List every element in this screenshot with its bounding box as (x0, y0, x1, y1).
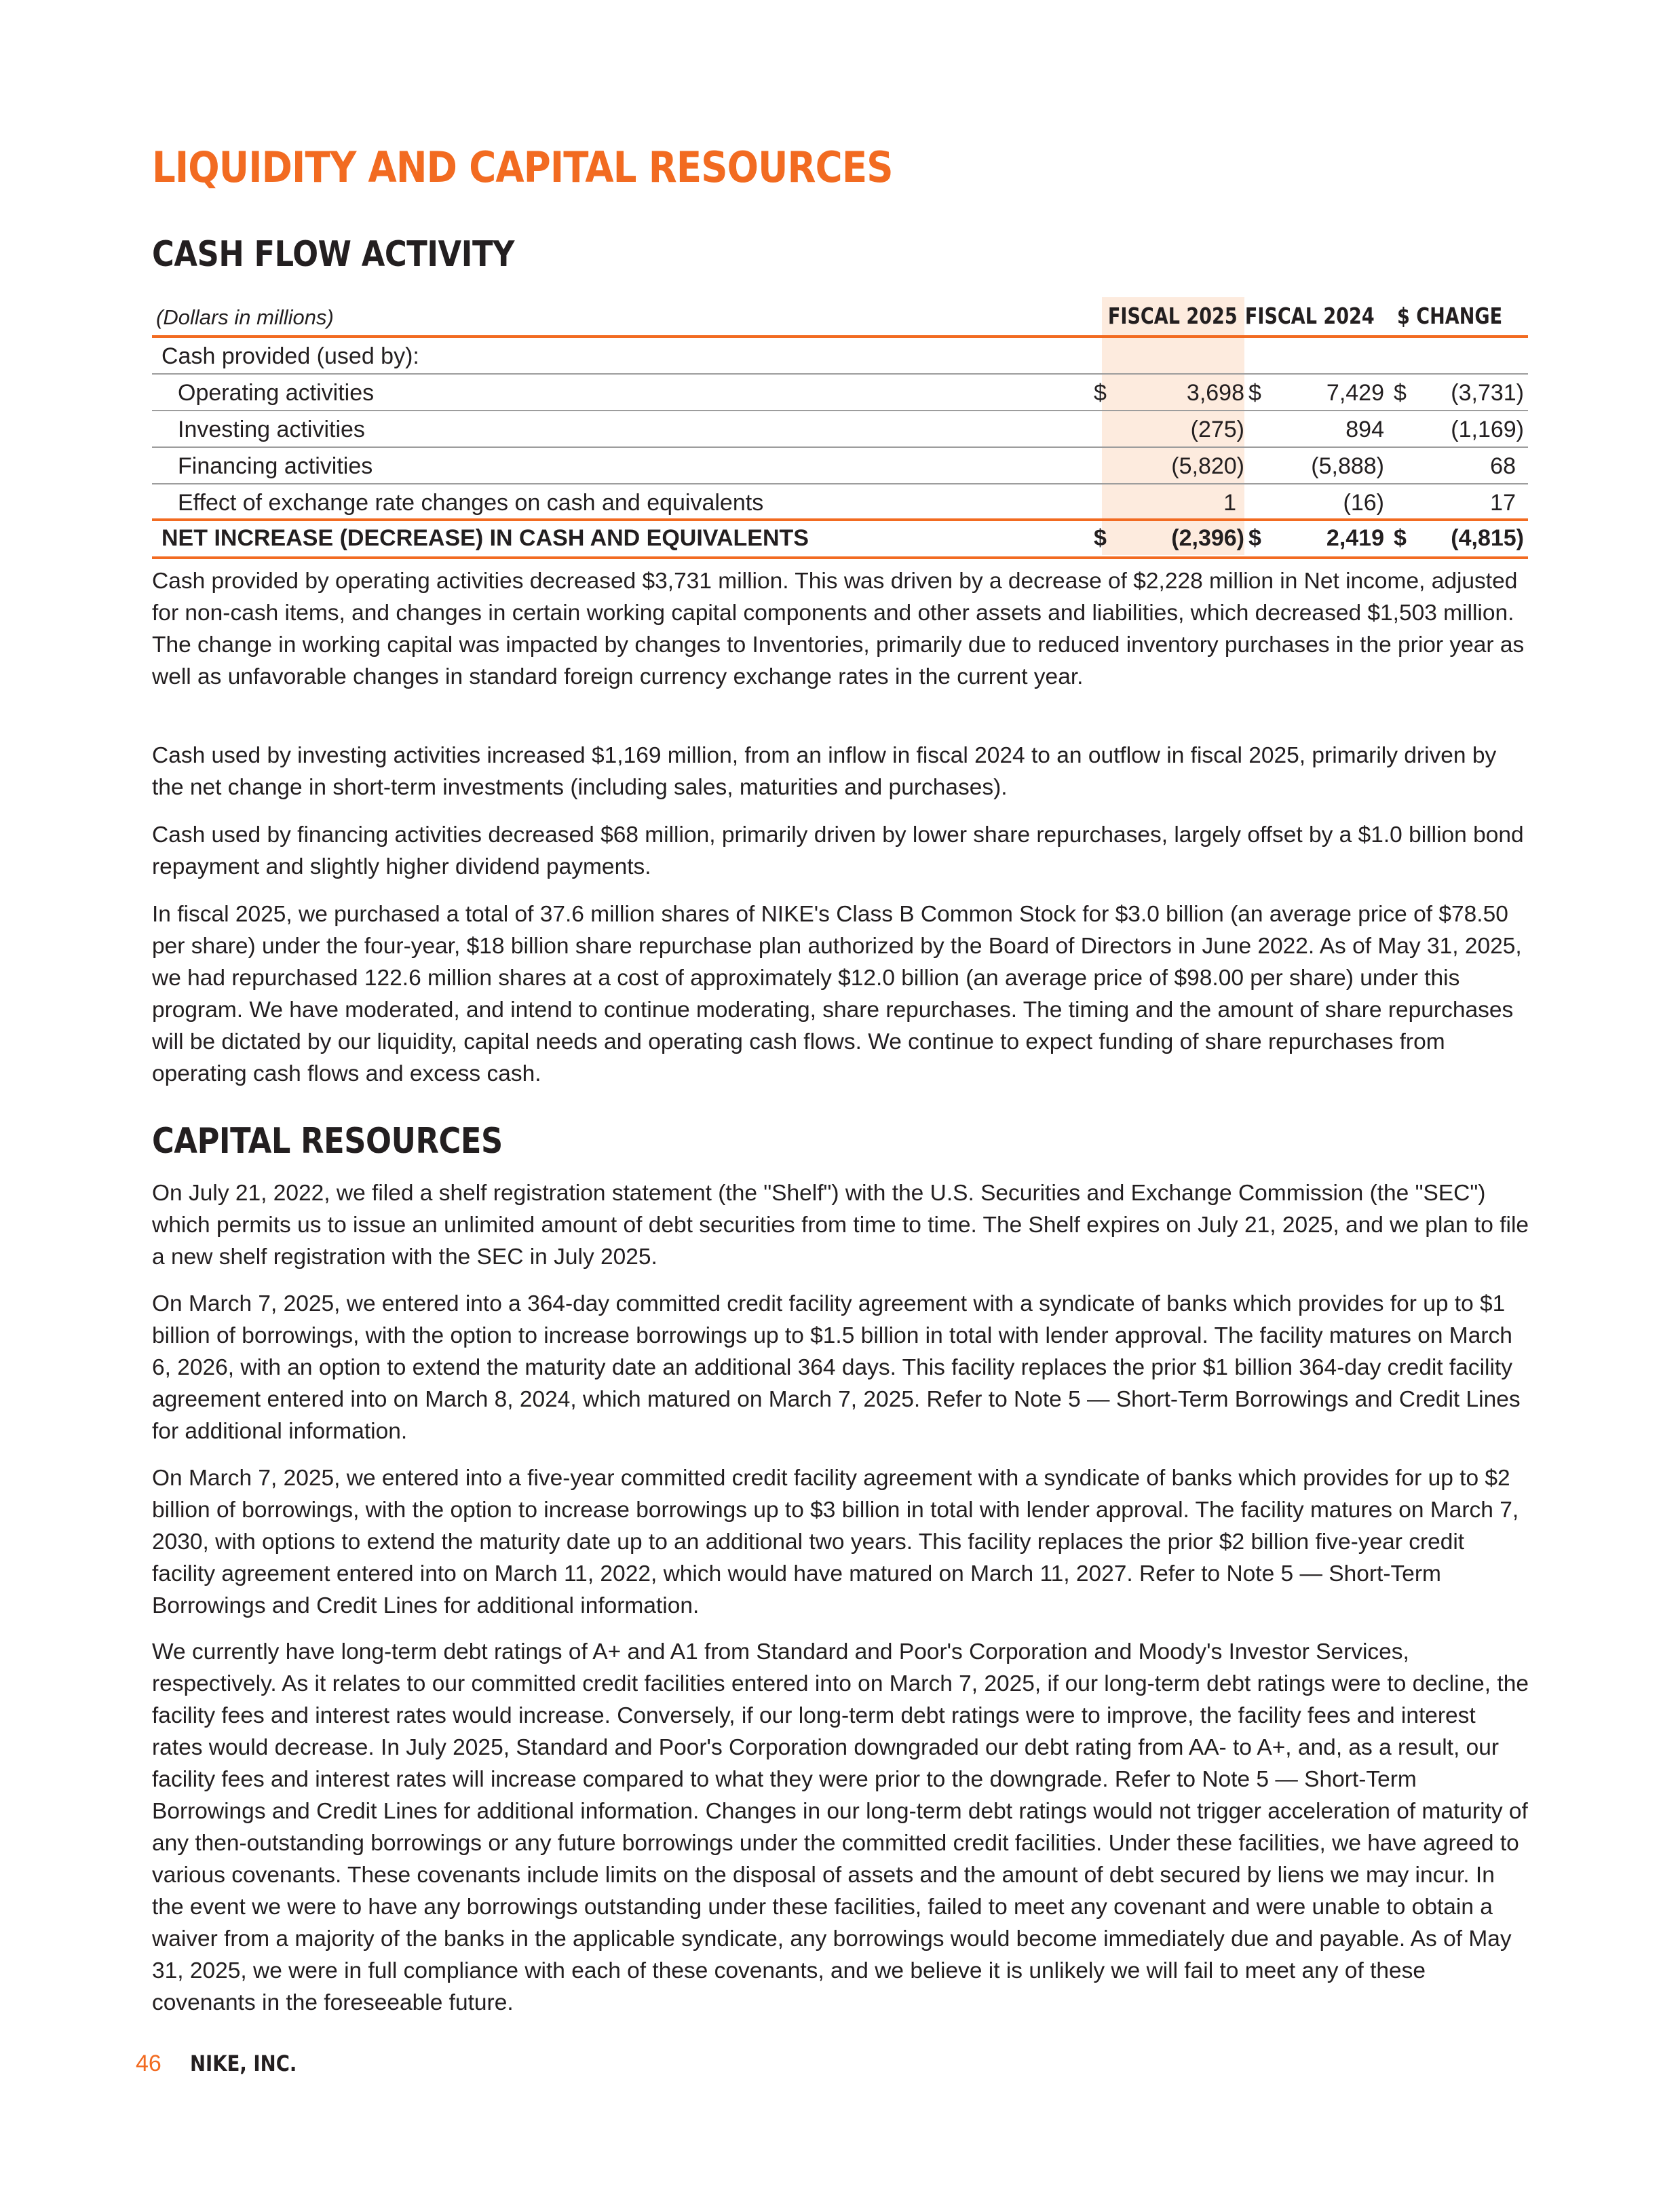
change-value: 17 (1490, 490, 1516, 516)
fiscal-2024-value: (16) (1343, 490, 1384, 516)
fiscal-2025-value: 1 (1223, 490, 1236, 516)
fiscal-2025-total: (2,396) (1171, 525, 1244, 551)
paragraph-share-repurchases: In fiscal 2025, we purchased a total of 37.6 million shares of NIKE's Class B Common Stock for $3.0 billion (an average price of $78.50 per share) under the four-year, $18 billion share repurchase plan authorized by the Board of Directors in June 2022. As of May 31, 2025, we had repurchased 122.6 million shares at a cost of approximately $12.0 billion (an average price of $98.00 per share) under this program. We have moderated, and intend to continue moderating, share repurchases. The timing and the amount of share repurchases will be dictated by our liquidity, capital needs and operating cash flows. We continue to expect funding of share repurchases from operating cash flows and excess cash. (152, 902, 1522, 1086)
change-value: (1,169) (1451, 417, 1524, 442)
fiscal-2024-total: 2,419 (1326, 525, 1384, 551)
table-row (152, 338, 1528, 375)
page-footer (136, 2051, 314, 2077)
fiscal-2025-value: 3,698 (1186, 380, 1244, 406)
units-note: (Dollars in millions) (156, 305, 334, 329)
change-value: (3,731) (1451, 380, 1524, 406)
change-value: 68 (1490, 453, 1516, 479)
paragraph-debt-ratings: We currently have long-term debt ratings of A+ and A1 from Standard and Poor's Corporation and Moody's Investor Services, respectively. As it relates to our committed credit facilities entered into on March 7, 2025, if our long-term debt ratings were to decline, the facility fees and interest rates would increase. Conversely, if our long-term debt ratings were to improve, the facility fees and interest rates would decrease. In July 2025, Standard and Poor's Corporation downgraded our debt rating from AA- to A+, and, as a result, our facility fees and interest rates will increase compared to what they were prior to the downgrade. Refer to Note 5 — Short-Term Borrowings and Credit Lines for additional information. Changes in our long-term debt ratings would not trigger acceleration of maturity of any then-outstanding borrowings or any future borrowings under the committed credit facilities. Under these facilities, we have agreed to various covenants. These covenants include limits on the disposal of assets and the amount of debt secured by liens we may incur. In the event we were to have any borrowings outstanding under these facilities, failed to meet any covenant and were unable to obtain a waiver from a majority of the banks in the applicable syndicate, any borrowings would become immediately due and payable. As of May 31, 2025, we were in full compliance with each of these covenants, and we believe it is unlikely we will fail to meet any of these covenants in the foreseeable future. (152, 1639, 1529, 2015)
paragraph-shelf-registration: On July 21, 2022, we filed a shelf registration statement (the "Shelf") with the U.S. Securities and Exchange Commission (the "SEC") which permits us to issue an unlimited amount of debt securities from time to time. The Shelf expires on July 21, 2025, and we plan to file a new shelf registration with the SEC in July 2025. (152, 1181, 1529, 1270)
paragraph-investing: Cash used by investing activities increased $1,169 million, from an inflow in fiscal 2024 to an outflow in fiscal 2025, primarily driven by the net change in short-term investments (including sales, maturities and purchases). (152, 743, 1497, 800)
section-label: Cash provided (used by): (161, 343, 419, 369)
column-header-fiscal-2024: FISCAL 2024 (1245, 303, 1375, 329)
table-total-row (152, 518, 1528, 559)
page-title: LIQUIDITY AND CAPITAL RESOURCES (152, 142, 893, 192)
table-row (152, 448, 1528, 484)
column-header-fiscal-2025: FISCAL 2025 (1108, 303, 1238, 329)
dollar-sign: $ (1248, 380, 1261, 406)
paragraph-financing: Cash used by financing activities decreased $68 million, primarily driven by lower share repurchases, largely offset by a $1.0 billion bond repayment and slightly higher dividend payments. (152, 822, 1524, 879)
paragraph-five-year-facility: On March 7, 2025, we entered into a five-year committed credit facility agreement with a syndicate of banks which provides for up to $2 billion of borrowings, with the option to increase borrowings up to $3 billion in total with lender approval. The facility matures on March 7, 2030, with options to extend the maturity date up to an additional two years. This facility replaces the prior $2 billion five-year credit facility agreement entered into on March 11, 2022, which would have matured on March 11, 2027. Refer to Note 5 — Short-Term Borrowings and Credit Lines for additional information. (152, 1466, 1519, 1618)
paragraph-operating: Cash provided by operating activities decreased $3,731 million. This was driven by a decrease of $2,228 million in Net income, adjusted for non-cash items, and changes in certain working capital components and other assets and liabilities, which decreased $1,503 million. The change in working capital was impacted by changes to Inventories, primarily due to reduced inventory purchases in the prior year as well as unfavorable changes in standard foreign currency exchange rates in the current year. (152, 569, 1525, 689)
dollar-sign: $ (1394, 380, 1407, 406)
cash-flow-heading: CASH FLOW ACTIVITY (152, 234, 514, 275)
dollar-sign: $ (1094, 525, 1107, 551)
dollar-sign: $ (1394, 525, 1407, 551)
fiscal-2025-value: (275) (1190, 417, 1244, 442)
fiscal-2024-value: (5,888) (1311, 453, 1384, 479)
row-label: Financing activities (178, 453, 373, 479)
table-row (152, 411, 1528, 448)
row-label: Effect of exchange rate changes on cash and equivalents (178, 490, 764, 516)
table-header-row (152, 297, 1528, 338)
capital-resources-heading: CAPITAL RESOURCES (152, 1121, 503, 1162)
table-row (152, 484, 1528, 518)
row-label: Operating activities (178, 380, 375, 406)
total-label: NET INCREASE (DECREASE) IN CASH AND EQUIVALENTS (161, 525, 809, 551)
page-number: 46 (136, 2051, 161, 2076)
dollar-sign: $ (1248, 525, 1261, 551)
row-label: Investing activities (178, 417, 365, 442)
fiscal-2024-value: 7,429 (1326, 380, 1384, 406)
fiscal-2024-value: 894 (1345, 417, 1384, 442)
table-row (152, 375, 1528, 411)
paragraph-364-day-facility: On March 7, 2025, we entered into a 364-day committed credit facility agreement with a syndicate of banks which provides for up to $1 billion of borrowings, with the option to increase borrowings up to $1.5 billion in total with lender approval. The facility matures on March 6, 2026, with an option to extend the maturity date an additional 364 days. This facility replaces the prior $1 billion 364-day credit facility agreement entered into on March 8, 2024, which matured on March 7, 2025. Refer to Note 5 — Short-Term Borrowings and Credit Lines for additional information. (152, 1291, 1521, 1444)
change-total: (4,815) (1451, 525, 1524, 551)
column-header-change: $ CHANGE (1396, 303, 1502, 329)
company-name: NIKE, INC. (190, 2051, 297, 2076)
fiscal-2025-value: (5,820) (1171, 453, 1244, 479)
dollar-sign: $ (1094, 380, 1107, 406)
